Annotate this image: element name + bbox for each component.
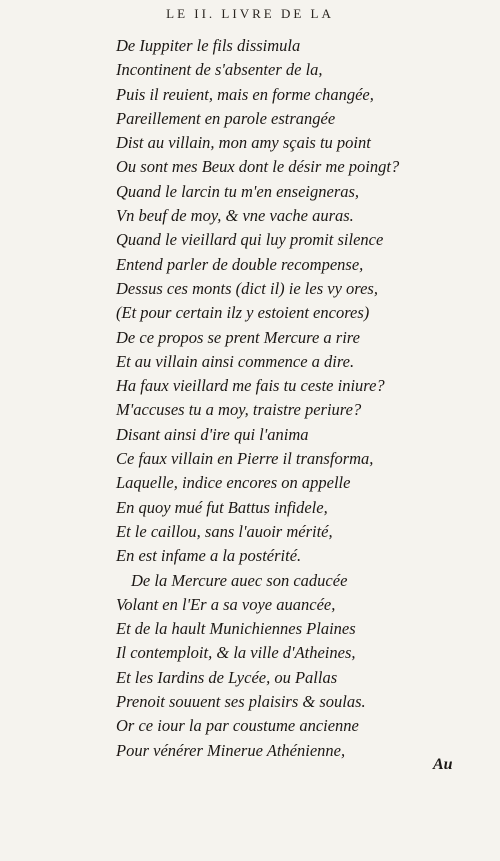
verse-line: Et le caillou, sans l'auoir mérité, (116, 521, 333, 541)
verse-line: En est infame a la postérité. (116, 546, 302, 566)
verse-line: De Iuppiter le fils dissimula (116, 36, 301, 55)
verse-line: Ce faux villain en Pierre il transforma, (116, 449, 374, 469)
verse-line: M'accuses tu a moy, traistre periure? (116, 400, 362, 420)
catchword: Au (433, 756, 453, 773)
verse-block (116, 34, 399, 763)
verse-line: Et les Iardins de Lycée, ou Pallas (116, 667, 338, 687)
verse-line: (Et pour certain ilz y estoient encores) (116, 303, 370, 323)
verse-line: Il contemploit, & la ville d'Atheines, (116, 643, 356, 663)
verse-line: De ce propos se prent Mercure a rire (116, 327, 360, 347)
verse-line: Volant en l'Er a sa voye auancée, (116, 594, 336, 614)
verse-line: Pour vénérer Minerue Athénienne, (116, 740, 346, 760)
verse-line: Ou sont mes Beux dont le désir me poingt? (116, 157, 400, 177)
verse-line: Entend parler de double recompense, (116, 254, 364, 274)
verse-line: Incontinent de s'absenter de la, (116, 60, 323, 80)
verse-line: Laquelle, indice encores on appelle (116, 473, 351, 493)
verse-line: Or ce iour la par coustume ancienne (116, 716, 359, 736)
verse-line: Et au villain ainsi commence a dire. (116, 351, 355, 371)
verse-line: Vn beuf de moy, & vne vache auras. (116, 206, 354, 226)
verse-line: Prenoit souuent ses plaisirs & soulas. (116, 692, 366, 712)
verse-line: Dessus ces monts (dict il) ie les vy ores, (116, 278, 378, 298)
verse-line: Disant ainsi d'ire qui l'anima (116, 424, 309, 444)
verse-line: Quand le larcin tu m'en enseigneras, (116, 181, 360, 201)
verse-line: Ha faux vieillard me fais tu ceste iniure? (116, 376, 385, 396)
running-head: LE II. LIVRE DE LA (166, 6, 334, 21)
verse-line: Puis il reuient, mais en forme changée, (116, 84, 374, 104)
verse-line: Quand le vieillard qui luy promit silence (116, 230, 384, 250)
verse-line: Et de la hault Munichiennes Plaines (116, 619, 356, 639)
verse-line: Pareillement en parole estrangée (116, 108, 336, 128)
verse-line: De la Mercure auec son caducée (131, 570, 348, 590)
verse-line: En quoy mué fut Battus infidele, (116, 497, 328, 517)
verse-line: Dist au villain, mon amy sçais tu point (116, 133, 371, 153)
